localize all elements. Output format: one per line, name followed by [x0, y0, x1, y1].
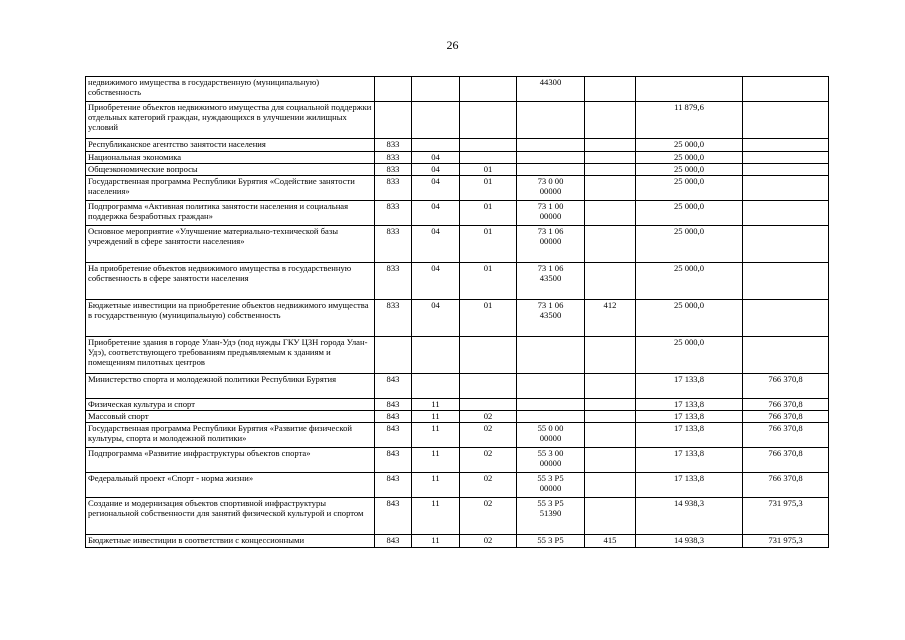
cell-section-code: 11: [412, 411, 460, 423]
cell-amount-year-2: [743, 164, 829, 176]
cell-section-code: [412, 337, 460, 374]
cell-amount-year-1: 11 879,6: [636, 102, 743, 139]
cell-expense-type: [585, 263, 636, 300]
cell-target-article: 55 3 P5 51390: [517, 498, 585, 535]
cell-section-code: 11: [412, 399, 460, 411]
cell-subsection-code: [460, 77, 517, 102]
cell-target-article: [517, 374, 585, 399]
cell-subsection-code: 02: [460, 423, 517, 448]
cell-amount-year-2: 731 975,3: [743, 498, 829, 535]
cell-expense-type: [585, 498, 636, 535]
cell-amount-year-2: [743, 102, 829, 139]
cell-target-article: 73 1 00 00000: [517, 201, 585, 226]
cell-row-name: Федеральный проект «Спорт - норма жизни»: [86, 473, 375, 498]
cell-amount-year-1: 17 133,8: [636, 448, 743, 473]
cell-row-name: Республиканское агентство занятости населения: [86, 139, 375, 152]
cell-subsection-code: [460, 374, 517, 399]
cell-amount-year-2: [743, 201, 829, 226]
cell-target-article: 55 3 00 00000: [517, 448, 585, 473]
cell-amount-year-2: 766 370,8: [743, 473, 829, 498]
cell-expense-type: [585, 473, 636, 498]
cell-subsection-code: 01: [460, 164, 517, 176]
cell-subsection-code: [460, 139, 517, 152]
cell-section-code: 11: [412, 423, 460, 448]
cell-section-code: [412, 139, 460, 152]
cell-expense-type: [585, 77, 636, 102]
cell-subsection-code: 02: [460, 448, 517, 473]
cell-ministry-code: [375, 102, 412, 139]
cell-subsection-code: 01: [460, 176, 517, 201]
cell-target-article: [517, 164, 585, 176]
cell-amount-year-2: [743, 226, 829, 263]
cell-expense-type: [585, 374, 636, 399]
cell-amount-year-2: 766 370,8: [743, 411, 829, 423]
cell-ministry-code: 833: [375, 164, 412, 176]
budget-table: [85, 76, 829, 548]
page-number: 26: [446, 38, 459, 52]
cell-ministry-code: 843: [375, 498, 412, 535]
cell-target-article: 73 1 06 00000: [517, 226, 585, 263]
cell-section-code: 11: [412, 535, 460, 548]
cell-row-name: Подпрограмма «Активная политика занятости населения и социальная поддержка безработных граждан»: [86, 201, 375, 226]
cell-section-code: 11: [412, 473, 460, 498]
table-row: [86, 473, 829, 498]
cell-ministry-code: 843: [375, 535, 412, 548]
cell-target-article: 73 1 06 43500: [517, 300, 585, 337]
cell-amount-year-1: 25 000,0: [636, 226, 743, 263]
cell-amount-year-1: [636, 77, 743, 102]
cell-subsection-code: 01: [460, 300, 517, 337]
cell-row-name: Приобретение здания в городе Улан-Удэ (под нужды ГКУ ЦЗН города Улан-Удэ), соответствующего требованиям предъявляемым к зданиям и помещениям пилотных центров: [86, 337, 375, 374]
cell-subsection-code: 01: [460, 201, 517, 226]
cell-target-article: 55 0 00 00000: [517, 423, 585, 448]
cell-amount-year-1: 25 000,0: [636, 201, 743, 226]
cell-amount-year-2: [743, 263, 829, 300]
cell-section-code: [412, 102, 460, 139]
cell-amount-year-2: [743, 77, 829, 102]
cell-row-name: недвижимого имущества в государственную (муниципальную) собственность: [86, 77, 375, 102]
cell-subsection-code: 01: [460, 226, 517, 263]
cell-expense-type: [585, 399, 636, 411]
table-row: [86, 176, 829, 201]
cell-expense-type: [585, 139, 636, 152]
cell-row-name: Основное мероприятие «Улучшение материально-технической базы учреждений в сфере занятости населения»: [86, 226, 375, 263]
cell-target-article: [517, 139, 585, 152]
cell-subsection-code: 01: [460, 263, 517, 300]
table-row: [86, 498, 829, 535]
cell-section-code: 04: [412, 226, 460, 263]
cell-amount-year-2: 766 370,8: [743, 448, 829, 473]
cell-ministry-code: 833: [375, 263, 412, 300]
cell-subsection-code: 02: [460, 498, 517, 535]
table-row: [86, 423, 829, 448]
table-row: [86, 535, 829, 548]
cell-row-name: Подпрограмма «Развитие инфраструктуры объектов спорта»: [86, 448, 375, 473]
cell-row-name: Государственная программа Республики Бурятия «Содействие занятости населения»: [86, 176, 375, 201]
table-row: [86, 263, 829, 300]
cell-ministry-code: 843: [375, 411, 412, 423]
cell-subsection-code: [460, 337, 517, 374]
table-row: [86, 337, 829, 374]
cell-ministry-code: [375, 77, 412, 102]
cell-amount-year-1: 25 000,0: [636, 176, 743, 201]
cell-row-name: Национальная экономика: [86, 152, 375, 164]
cell-subsection-code: [460, 399, 517, 411]
cell-row-name: Массовый спорт: [86, 411, 375, 423]
table-row: [86, 226, 829, 263]
table-body: [86, 77, 829, 548]
cell-section-code: 11: [412, 448, 460, 473]
cell-ministry-code: 833: [375, 139, 412, 152]
table-row: [86, 448, 829, 473]
cell-target-article: [517, 337, 585, 374]
cell-subsection-code: 02: [460, 473, 517, 498]
cell-section-code: [412, 374, 460, 399]
cell-expense-type: 415: [585, 535, 636, 548]
cell-expense-type: [585, 226, 636, 263]
cell-ministry-code: 833: [375, 176, 412, 201]
cell-amount-year-1: 17 133,8: [636, 423, 743, 448]
cell-target-article: [517, 152, 585, 164]
cell-row-name: Бюджетные инвестиции в соответствии с концессионными: [86, 535, 375, 548]
cell-row-name: Министерство спорта и молодежной политики Республики Бурятия: [86, 374, 375, 399]
cell-amount-year-1: 17 133,8: [636, 399, 743, 411]
cell-row-name: Общеэкономические вопросы: [86, 164, 375, 176]
table-row: [86, 164, 829, 176]
cell-ministry-code: 843: [375, 399, 412, 411]
cell-expense-type: [585, 176, 636, 201]
cell-expense-type: [585, 152, 636, 164]
cell-target-article: 44300: [517, 77, 585, 102]
cell-amount-year-2: [743, 300, 829, 337]
cell-section-code: 04: [412, 263, 460, 300]
cell-amount-year-1: 25 000,0: [636, 337, 743, 374]
table-row: [86, 77, 829, 102]
cell-row-name: На приобретение объектов недвижимого имущества в государственную собственность в сфере занятости населения: [86, 263, 375, 300]
table-row: [86, 411, 829, 423]
cell-expense-type: [585, 423, 636, 448]
cell-target-article: [517, 411, 585, 423]
cell-row-name: Бюджетные инвестиции на приобретение объектов недвижимого имущества в государственную (муниципальную) собственность: [86, 300, 375, 337]
cell-section-code: 04: [412, 300, 460, 337]
cell-ministry-code: 833: [375, 152, 412, 164]
table-row: [86, 374, 829, 399]
cell-amount-year-1: 25 000,0: [636, 164, 743, 176]
cell-target-article: [517, 399, 585, 411]
cell-amount-year-1: 25 000,0: [636, 139, 743, 152]
cell-target-article: 55 3 P5: [517, 535, 585, 548]
cell-ministry-code: 833: [375, 201, 412, 226]
cell-expense-type: [585, 448, 636, 473]
cell-amount-year-1: 17 133,8: [636, 411, 743, 423]
cell-amount-year-2: 731 975,3: [743, 535, 829, 548]
cell-amount-year-1: 25 000,0: [636, 152, 743, 164]
cell-amount-year-2: [743, 176, 829, 201]
table-row: [86, 300, 829, 337]
cell-ministry-code: 843: [375, 448, 412, 473]
cell-row-name: Создание и модернизация объектов спортивной инфраструктуры региональной собственности для занятий физической культурой и спортом: [86, 498, 375, 535]
cell-amount-year-1: 25 000,0: [636, 300, 743, 337]
cell-target-article: 55 3 P5 00000: [517, 473, 585, 498]
cell-amount-year-2: [743, 152, 829, 164]
table-row: [86, 201, 829, 226]
cell-target-article: 73 0 00 00000: [517, 176, 585, 201]
cell-section-code: 11: [412, 498, 460, 535]
cell-expense-type: [585, 102, 636, 139]
cell-section-code: [412, 77, 460, 102]
table-row: [86, 152, 829, 164]
cell-amount-year-2: 766 370,8: [743, 399, 829, 411]
cell-amount-year-1: 14 938,3: [636, 498, 743, 535]
cell-ministry-code: 843: [375, 473, 412, 498]
cell-expense-type: [585, 201, 636, 226]
cell-subsection-code: [460, 102, 517, 139]
cell-ministry-code: 833: [375, 226, 412, 263]
cell-amount-year-2: [743, 337, 829, 374]
cell-ministry-code: 843: [375, 374, 412, 399]
cell-amount-year-2: 766 370,8: [743, 423, 829, 448]
cell-ministry-code: 833: [375, 300, 412, 337]
cell-expense-type: [585, 411, 636, 423]
cell-row-name: Физическая культура и спорт: [86, 399, 375, 411]
cell-section-code: 04: [412, 164, 460, 176]
cell-target-article: [517, 102, 585, 139]
cell-subsection-code: 02: [460, 535, 517, 548]
table-row: [86, 102, 829, 139]
cell-section-code: 04: [412, 176, 460, 201]
cell-subsection-code: [460, 152, 517, 164]
cell-ministry-code: [375, 337, 412, 374]
cell-amount-year-2: [743, 139, 829, 152]
cell-expense-type: [585, 337, 636, 374]
cell-amount-year-2: 766 370,8: [743, 374, 829, 399]
table-row: [86, 139, 829, 152]
cell-amount-year-1: 17 133,8: [636, 473, 743, 498]
cell-row-name: Государственная программа Республики Бурятия «Развитие физической культуры, спорта и молодежной политики»: [86, 423, 375, 448]
cell-expense-type: 412: [585, 300, 636, 337]
cell-amount-year-1: 17 133,8: [636, 374, 743, 399]
cell-amount-year-1: 14 938,3: [636, 535, 743, 548]
cell-subsection-code: 02: [460, 411, 517, 423]
cell-section-code: 04: [412, 152, 460, 164]
cell-expense-type: [585, 164, 636, 176]
table-row: [86, 399, 829, 411]
cell-ministry-code: 843: [375, 423, 412, 448]
cell-row-name: Приобретение объектов недвижимого имущества для социальной поддержки отдельных категорий граждан, нуждающихся в улучшении жилищных условий: [86, 102, 375, 139]
cell-section-code: 04: [412, 201, 460, 226]
cell-target-article: 73 1 06 43500: [517, 263, 585, 300]
cell-amount-year-1: 25 000,0: [636, 263, 743, 300]
